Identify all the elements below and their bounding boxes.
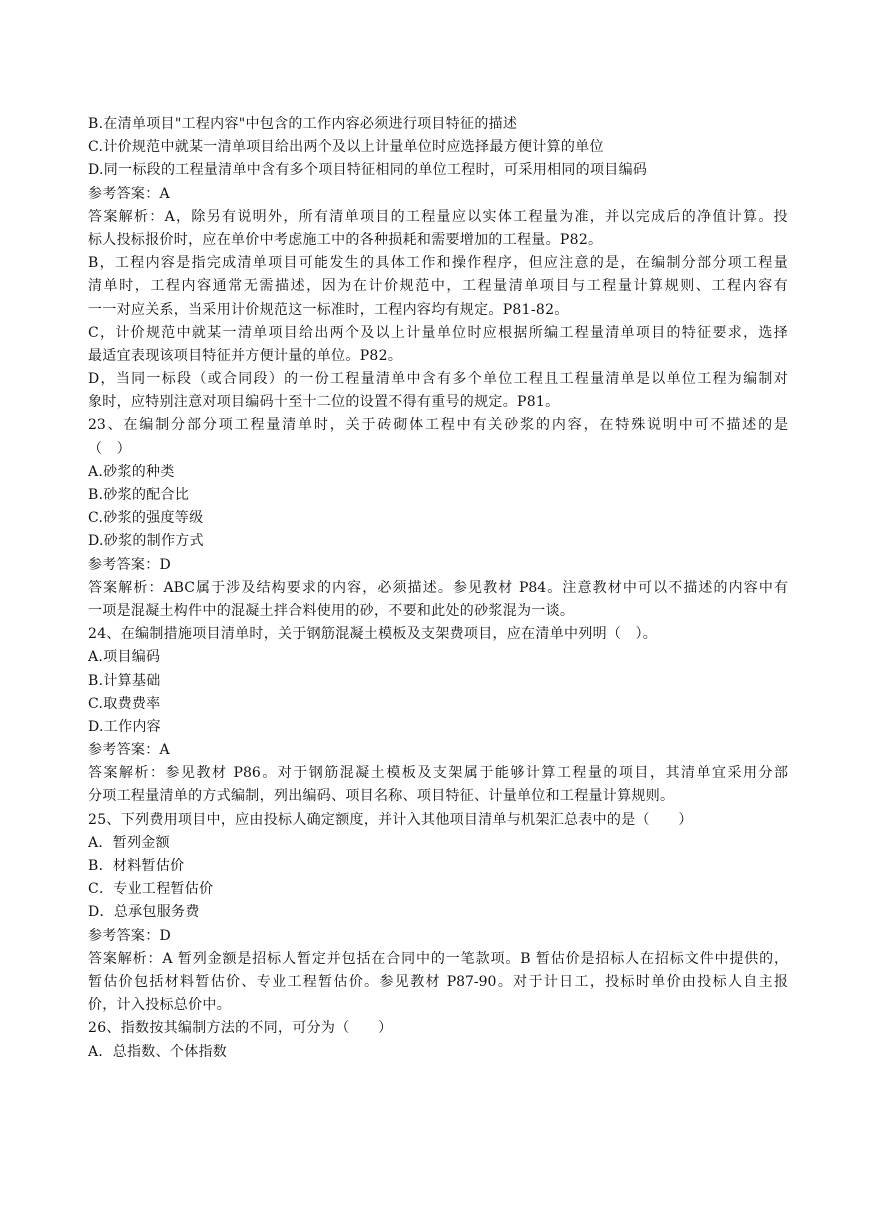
option-c: C.计价规范中就某一清单项目给出两个及以上计量单位时应选择最方便计算的单位 [88, 139, 604, 156]
question-23-blank: （ ） [88, 440, 131, 457]
q25-reference-answer: 参考答案：D [88, 927, 172, 944]
option-d: D.同一标段的工程量清单中含有多个项目特征相同的单位工程时，可采用相同的项目编码 [88, 162, 648, 179]
answer-analysis: 答案解析：A，除另有说明外，所有清单项目的工程量应以实体工程量为准，并以完成后的净值计算。投 [88, 208, 788, 225]
q23-reference-answer: 参考答案：D [88, 556, 172, 573]
analysis-b-end: 一一对应关系，当采用计价规范这一标准时，工程内容均有规定。P81-82。 [88, 301, 569, 318]
analysis-b-cont: 清单时，工程内容通常无需描述，因为在计价规范中，工程量清单项目与工程量计算规则、工程内容有 [88, 278, 788, 295]
option-b: B.在清单项目"工程内容"中包含的工作内容必须进行项目特征的描述 [88, 116, 518, 132]
q24-analysis-cont: 分项工程量清单的方式编制，列出编码、项目名称、项目特征、计量单位和工程量计算规则。 [88, 788, 675, 805]
q25-analysis-cont: 暂估价包括材料暂估价、专业工程暂估价。参见教材 P87-90。对于计日工，投标时单价由投标人自主报 [88, 973, 788, 990]
q23-option-b: B.砂浆的配合比 [88, 487, 190, 503]
q23-option-d: D.砂浆的制作方式 [88, 533, 204, 550]
analysis-d-end: 象时，应特别注意对项目编码十至十二位的设置不得有重号的规定。P81。 [88, 394, 560, 411]
analysis-c: C，计价规范中就某一清单项目给出两个及以上计量单位时应根据所编工程量清单项目的特征要求，选择 [88, 324, 788, 341]
q24-option-d: D.工作内容 [88, 718, 161, 735]
q23-option-a: A.砂浆的种类 [88, 463, 175, 480]
analysis-c-end: 最适宜表现该项目特征并方便计量的单位。P82。 [88, 347, 403, 364]
q24-option-c: C.取费费率 [88, 695, 161, 712]
q25-option-a: A．暂列金额 [88, 834, 170, 851]
q24-option-a: A.项目编码 [88, 649, 161, 666]
analysis-d: D，当同一标段（或合同段）的一份工程量清单中含有多个单位工程且工程量清单是以单位工程为编制对 [88, 371, 788, 388]
q25-analysis: 答案解析：A 暂列金额是招标人暂定并包括在合同中的一笔款项。B 暂估价是招标人在招标文件中提供的， [88, 950, 788, 967]
answer-analysis-cont: 标人投标报价时，应在单价中考虑施工中的各种损耗和需要增加的工程量。P82。 [88, 231, 603, 248]
q25-option-d: D．总承包服务费 [88, 904, 200, 921]
q24-option-b: B.计算基础 [88, 672, 161, 689]
q25-option-b: B．材料暂估价 [88, 858, 185, 874]
q23-analysis-cont: 一项是混凝土构件中的混凝土拌合料使用的砂，不要和此处的砂浆混为一谈。 [88, 602, 575, 619]
question-26: 26、指数按其编制方法的不同，可分为（ ） [88, 1020, 393, 1037]
q26-option-a: A．总指数、个体指数 [88, 1043, 228, 1060]
q23-analysis: 答案解析：ABC属于涉及结构要求的内容，必须描述。参见教材 P84。注意教材中可以不描述的内容中有 [88, 579, 788, 596]
q24-analysis: 答案解析：参见教材 P86。对于钢筋混凝土模板及支架属于能够计算工程量的项目，其清单宜采用分部 [88, 765, 788, 782]
analysis-b: B，工程内容是指完成清单项目可能发生的具体工作和操作程序，但应注意的是，在编制分部分项工程量 [88, 255, 788, 272]
question-23: 23、在编制分部分项工程量清单时，关于砖砌体工程中有关砂浆的内容，在特殊说明中可不描述的是 [88, 417, 788, 434]
question-25: 25、下列费用项目中，应由投标人确定额度，并计入其他项目清单与机架汇总表中的是（ ） [88, 811, 693, 828]
q25-analysis-end: 价，计入投标总价中。 [88, 997, 231, 1014]
document-page [88, 113, 788, 1064]
q24-reference-answer: 参考答案：A [88, 742, 170, 759]
reference-answer: 参考答案：A [88, 185, 170, 202]
q25-option-c: C．专业工程暂估价 [88, 881, 214, 898]
question-24: 24、在编制措施项目清单时，关于钢筋混凝土模板及支架费项目，应在清单中列明（ ）。 [88, 626, 658, 643]
q23-option-c: C.砂浆的强度等级 [88, 510, 204, 527]
